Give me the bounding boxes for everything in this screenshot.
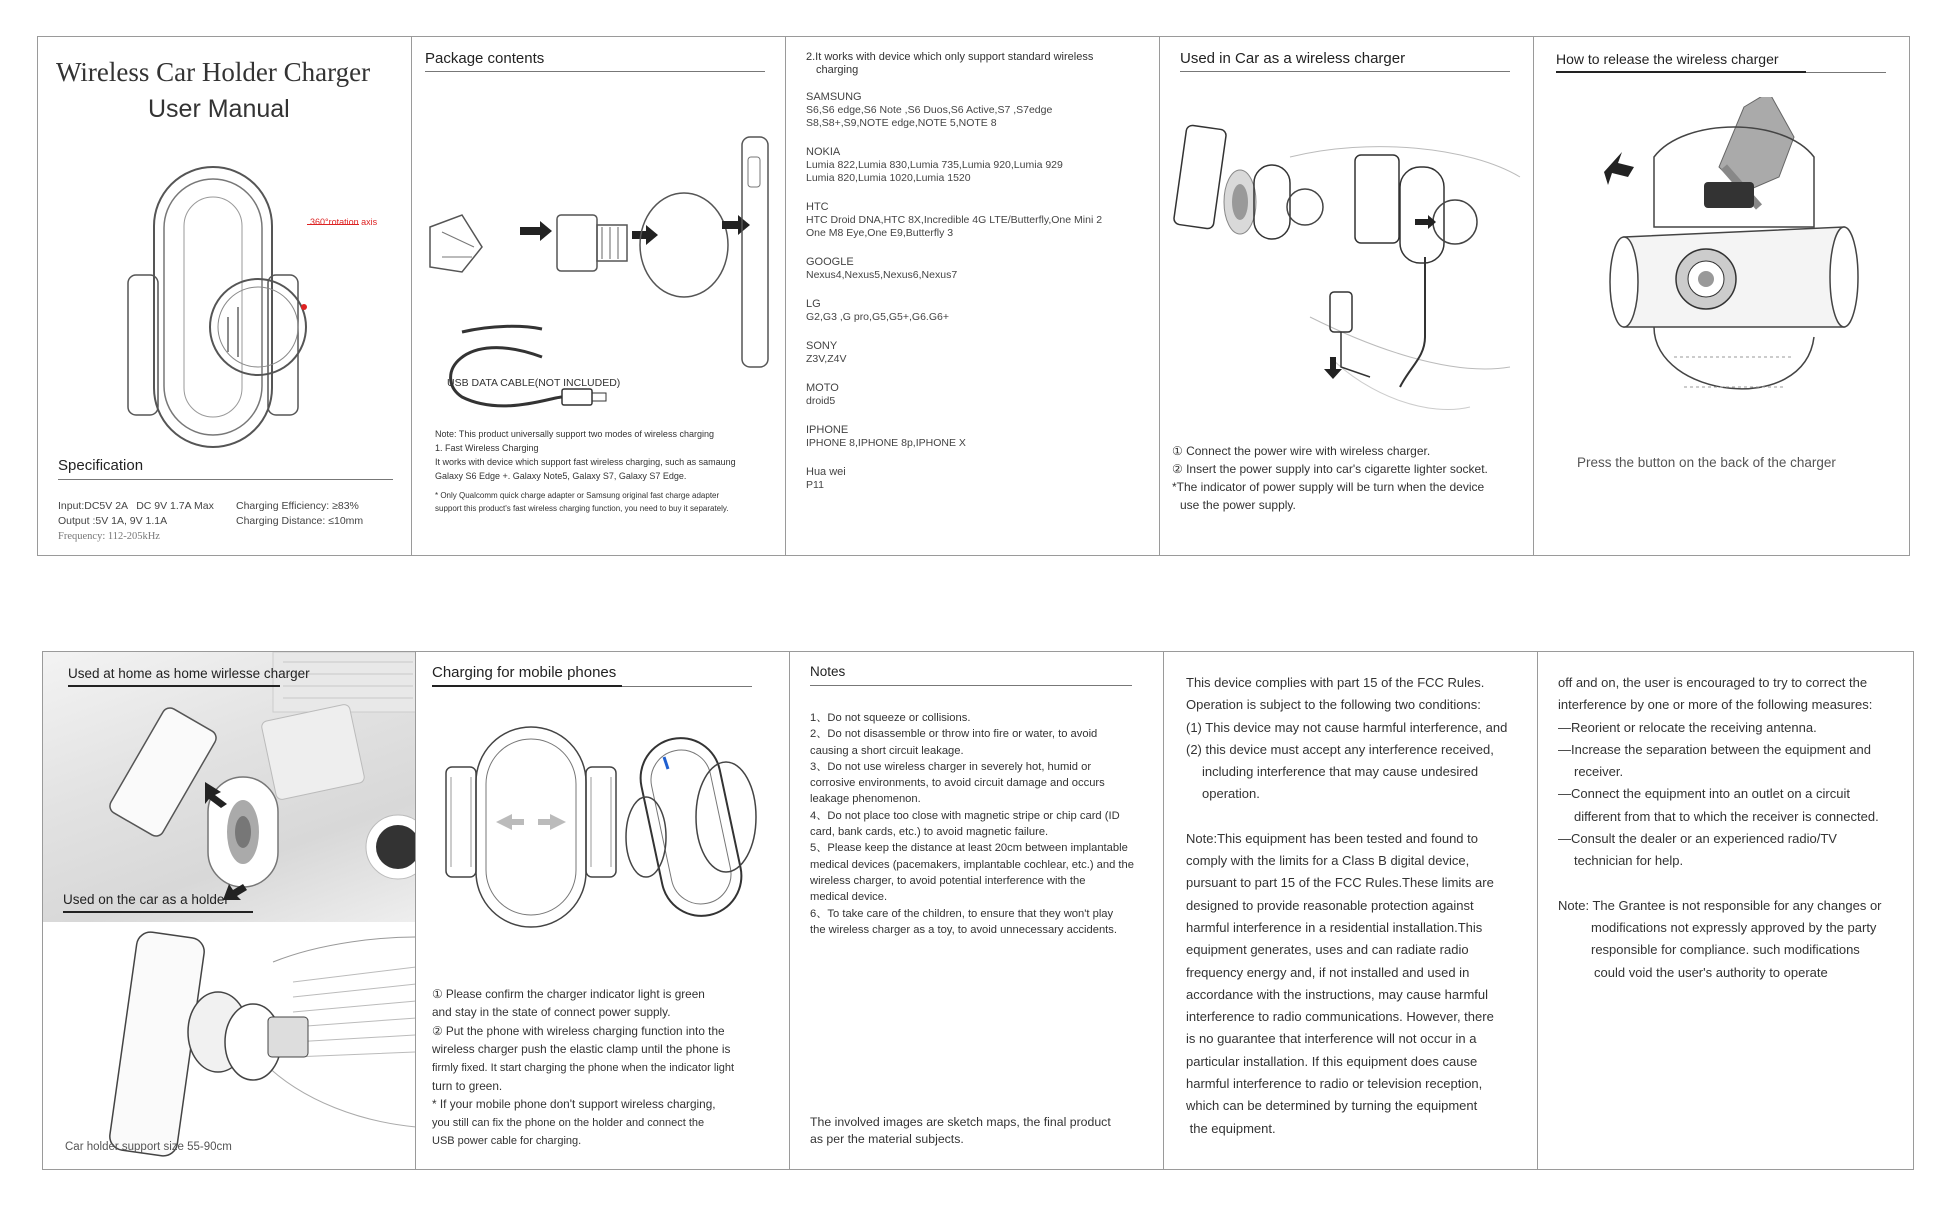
notes-list [810,710,1155,938]
brand-models: One M8 Eye,One E9,Butterfly 3 [806,227,954,239]
package-contents-heading: Package contents [425,50,545,67]
fcc-line: —Reorient or relocate the receiving antenna. [1558,719,1817,735]
fcc-line: frequency energy and, if not installed and used in [1186,964,1470,980]
fcc-line: (2) this device must accept any interference received, [1186,741,1494,757]
brand-group [806,298,1146,324]
panel-charging-phones [416,652,790,1169]
specification-heading: Specification [58,457,144,474]
fcc-spacer [1558,873,1908,895]
instruction-line: firmly fixed. It start charging the phone when the indicator light [432,1061,735,1074]
note-line: support this product's fast wireless charging function, you need to buy it separately. [435,504,729,513]
car-charger-heading: Used in Car as a wireless charger [1180,50,1406,67]
fcc-line: the equipment. [1186,1120,1276,1136]
fcc-line: operation. [1202,786,1260,802]
fcc-line: responsible for compliance. such modifications [1591,942,1860,958]
step-line: ② Insert the power supply into car's cigarette lighter socket. [1172,462,1488,476]
note-item: causing a short circuit leakage. [810,744,964,757]
brand-name: IPHONE [806,424,849,436]
brand-list [806,91,1146,508]
fcc-line: could void the user's authority to operate [1594,964,1828,980]
notes-footer [810,1114,1111,1147]
brand-models: P11 [806,479,824,491]
manual-subtitle: User Manual [148,95,290,123]
release-caption: Press the button on the back of the charger [1577,455,1836,470]
divider [425,71,765,72]
panel-fcc-statement [1164,652,1538,1169]
fcc-line: designed to provide reasonable protection against [1186,897,1474,913]
fcc-line: comply with the limits for a Class B digital device, [1186,853,1470,869]
instruction-line: turn to green. [432,1079,503,1094]
divider [622,686,752,687]
intro-line: charging [816,64,859,76]
fcc-line: —Increase the separation between the equipment and [1558,741,1871,757]
spec-efficiency: Charging Efficiency: ≥83% [236,500,359,512]
release-button-illustration [1594,97,1874,427]
notes-heading: Notes [810,664,846,679]
note-line: It works with device which support fast wireless charging, such as samaung [435,457,736,467]
spec-frequency: Frequency: 112-205kHz [58,531,160,542]
brand-models: IPHONE 8,IPHONE 8p,IPHONE X [806,437,966,449]
brand-models: Z3V,Z4V [806,353,847,365]
brand-models: Lumia 820,Lumia 1020,Lumia 1520 [806,172,971,184]
footer-line: The involved images are sketch maps, the final product [810,1115,1111,1129]
brand-models: S8,S8+,S9,NOTE edge,NOTE 5,NOTE 8 [806,117,997,129]
note-item: card, bank cards, etc.) to avoid magnetic failure. [810,826,1049,839]
brand-name: LG [806,298,821,310]
fcc-line: accordance with the instructions, may cause harmful [1186,986,1489,1002]
note-line: 1. Fast Wireless Charging [435,443,539,453]
note-item: the wireless charger as a toy, to avoid unnecessary accidents. [810,923,1117,936]
note-item: corrosive environments, to avoid circuit damage and occurs [810,777,1105,790]
fcc-line: interference to radio communications. However, there [1186,1009,1494,1025]
instruction-line: ① Please confirm the charger indicator light is green [432,987,705,1001]
charging-instructions [432,985,734,1151]
panel-compatible-devices [786,37,1160,555]
brand-group [806,424,1146,450]
fcc-line: harmful interference in a residential installation.This [1186,919,1483,935]
step-line: use the power supply. [1180,498,1296,512]
brand-name: GOOGLE [806,256,854,268]
note-item: 5、Please keep the distance at least 20cm between implantable [810,842,1128,855]
car-installation-illustration [1170,117,1530,417]
fcc-spacer [1186,806,1531,828]
instruction-line: USB power cable for charging. [432,1135,582,1148]
fcc-line: (1) This device may not cause harmful interference, and [1186,719,1508,735]
panel-package-contents [412,37,786,555]
package-note [435,427,780,515]
rotation-axis-label: 360°rotation axis [310,217,378,227]
fcc-line: technician for help. [1574,853,1684,869]
fcc-line: including interference that may cause undesired [1202,764,1479,780]
spec-output: Output :5V 1A, 9V 1.1A [58,515,168,527]
fcc-line: Operation is subject to the following two conditions: [1186,697,1481,713]
fcc-line: This device complies with part 15 of the FCC Rules. [1186,675,1485,690]
divider [1556,71,1806,73]
footer-line: as per the material subjects. [810,1131,964,1146]
instruction-line: you still can fix the phone on the holder and connect the [432,1116,705,1129]
brand-group [806,201,1146,240]
brand-name: MOTO [806,382,839,394]
divider [63,911,253,913]
usb-cable-label: USB DATA CABLE(NOT INCLUDED) [447,377,621,389]
divider [810,685,1132,686]
home-charger-photo [43,652,416,922]
fcc-line: harmful interference to radio or television reception, [1186,1076,1483,1092]
divider [432,685,622,687]
fcc-line: —Consult the dealer or an experienced radio/TV [1558,831,1837,847]
note-line: Note: This product universally support two modes of wireless charging [435,429,714,439]
intro-line: 2.It works with device which only support standard wireless [806,51,1094,63]
note-item: medical devices (pacemakers, implantable cochlear, etc.) and the [810,858,1134,871]
note-item: medical device. [810,891,888,904]
brand-models: G2,G3 ,G pro,G5,G5+,G6.G6+ [806,311,949,323]
fcc-line: is no guarantee that interference will not occur in a [1186,1031,1477,1047]
fcc-line: Note:This equipment has been tested and found to [1186,830,1478,846]
compatibility-intro [806,51,1093,77]
brand-group [806,382,1146,408]
note-item: 1、Do not squeeze or collisions. [810,712,971,724]
car-holder-photo [43,922,416,1169]
release-heading: How to release the wireless charger [1556,51,1779,67]
panel-fcc-measures [1538,652,1913,1169]
step-line: *The indicator of power supply will be turn when the device [1172,480,1485,494]
charger-front-illustration [88,157,328,497]
panel-cover [38,37,412,555]
spec-input: Input:DC5V 2A DC 9V 1.7A Max [58,500,214,512]
brand-name: HTC [806,201,829,213]
fcc-line: Note: The Grantee is not responsible for any changes or [1558,897,1882,913]
panel-car-charger [1160,37,1534,555]
manual-sheet-bottom [42,651,1914,1170]
spec-distance: Charging Distance: ≤10mm [236,515,364,527]
brand-group [806,466,1146,492]
instruction-line: wireless charger push the elastic clamp until the phone is [432,1042,731,1057]
fcc-line: equipment generates, uses and can radiate radio [1186,942,1469,958]
note-item: wireless charger, to avoid potential interference with the [810,874,1086,887]
brand-group [806,146,1146,185]
brand-models: Lumia 822,Lumia 830,Lumia 735,Lumia 920,Lumia 929 [806,159,1063,171]
home-charger-heading: Used at home as home wirlesse charger [68,666,310,681]
fcc-line: receiver. [1574,764,1624,780]
fcc-line: which can be determined by turning the equipment [1186,1098,1478,1114]
divider [58,479,393,480]
fcc-line: pursuant to part 15 of the FCC Rules.These limits are [1186,875,1494,891]
brand-group [806,91,1146,130]
car-holder-heading: Used on the car as a holder [63,892,229,907]
brand-models: Nexus4,Nexus5,Nexus6,Nexus7 [806,269,958,281]
fcc-line: different from that to which the receiver is connected. [1574,808,1879,824]
divider [1180,71,1510,72]
note-item: 6、To take care of the children, to ensure that they won't play [810,907,1114,920]
manual-sheet-top [37,36,1910,556]
manual-title: Wireless Car Holder Charger [56,57,371,87]
package-parts-illustration [422,97,782,417]
brand-group [806,340,1146,366]
fcc-line: particular installation. If this equipment does cause [1186,1053,1478,1069]
brand-name: SAMSUNG [806,91,862,103]
instruction-line: ② Put the phone with wireless charging function into the [432,1023,725,1038]
fcc-line: —Connect the equipment into an outlet on a circuit [1558,786,1850,802]
fcc-measures-text [1558,672,1908,984]
step-line: ① Connect the power wire with wireless charger. [1172,444,1431,458]
divider [68,685,280,687]
divider [1806,72,1886,73]
brand-models: droid5 [806,395,836,407]
brand-group [806,256,1146,282]
note-line: Galaxy S6 Edge +. Galaxy Note5, Galaxy S7, Galaxy S7 Edge. [435,471,687,481]
fcc-line: off and on, the user is encouraged to try to correct the [1558,675,1868,690]
note-line: * Only Qualcomm quick charge adapter or Samsung original fast charge adapter [435,491,720,500]
brand-name: SONY [806,340,838,352]
support-size-label: Car holder support size 55-90cm [65,1141,232,1153]
brand-models: HTC Droid DNA,HTC 8X,Incredible 4G LTE/Butterfly,One Mini 2 [806,214,1103,226]
brand-name: NOKIA [806,146,841,158]
note-item: leakage phenomenon. [810,793,921,806]
charging-phones-heading: Charging for mobile phones [432,664,617,681]
panel-release-charger [1534,37,1909,555]
note-item: 3、Do not use wireless charger in severely hot, humid or [810,760,1092,773]
instruction-line: and stay in the state of connect power supply. [432,1005,671,1020]
home-charger-scene [43,652,416,922]
note-item: 4、Do not place too close with magnetic stripe or chip card (ID [810,809,1120,822]
panel-notes [790,652,1164,1169]
clamp-adjust-illustration [436,717,776,937]
panel-usage-photos [43,652,416,1169]
fcc-text [1186,672,1531,1140]
note-item: 2、Do not disassemble or throw into fire or water, to avoid [810,728,1098,741]
car-charger-steps [1172,442,1488,514]
instruction-line: * If your mobile phone don't support wireless charging, [432,1097,716,1112]
brand-models: S6,S6 edge,S6 Note ,S6 Duos,S6 Active,S7 ,S7edge [806,104,1053,116]
fcc-line: interference by one or more of the following measures: [1558,697,1873,713]
brand-name: Hua wei [806,466,846,478]
fcc-line: modifications not expressly approved by the party [1591,919,1877,935]
